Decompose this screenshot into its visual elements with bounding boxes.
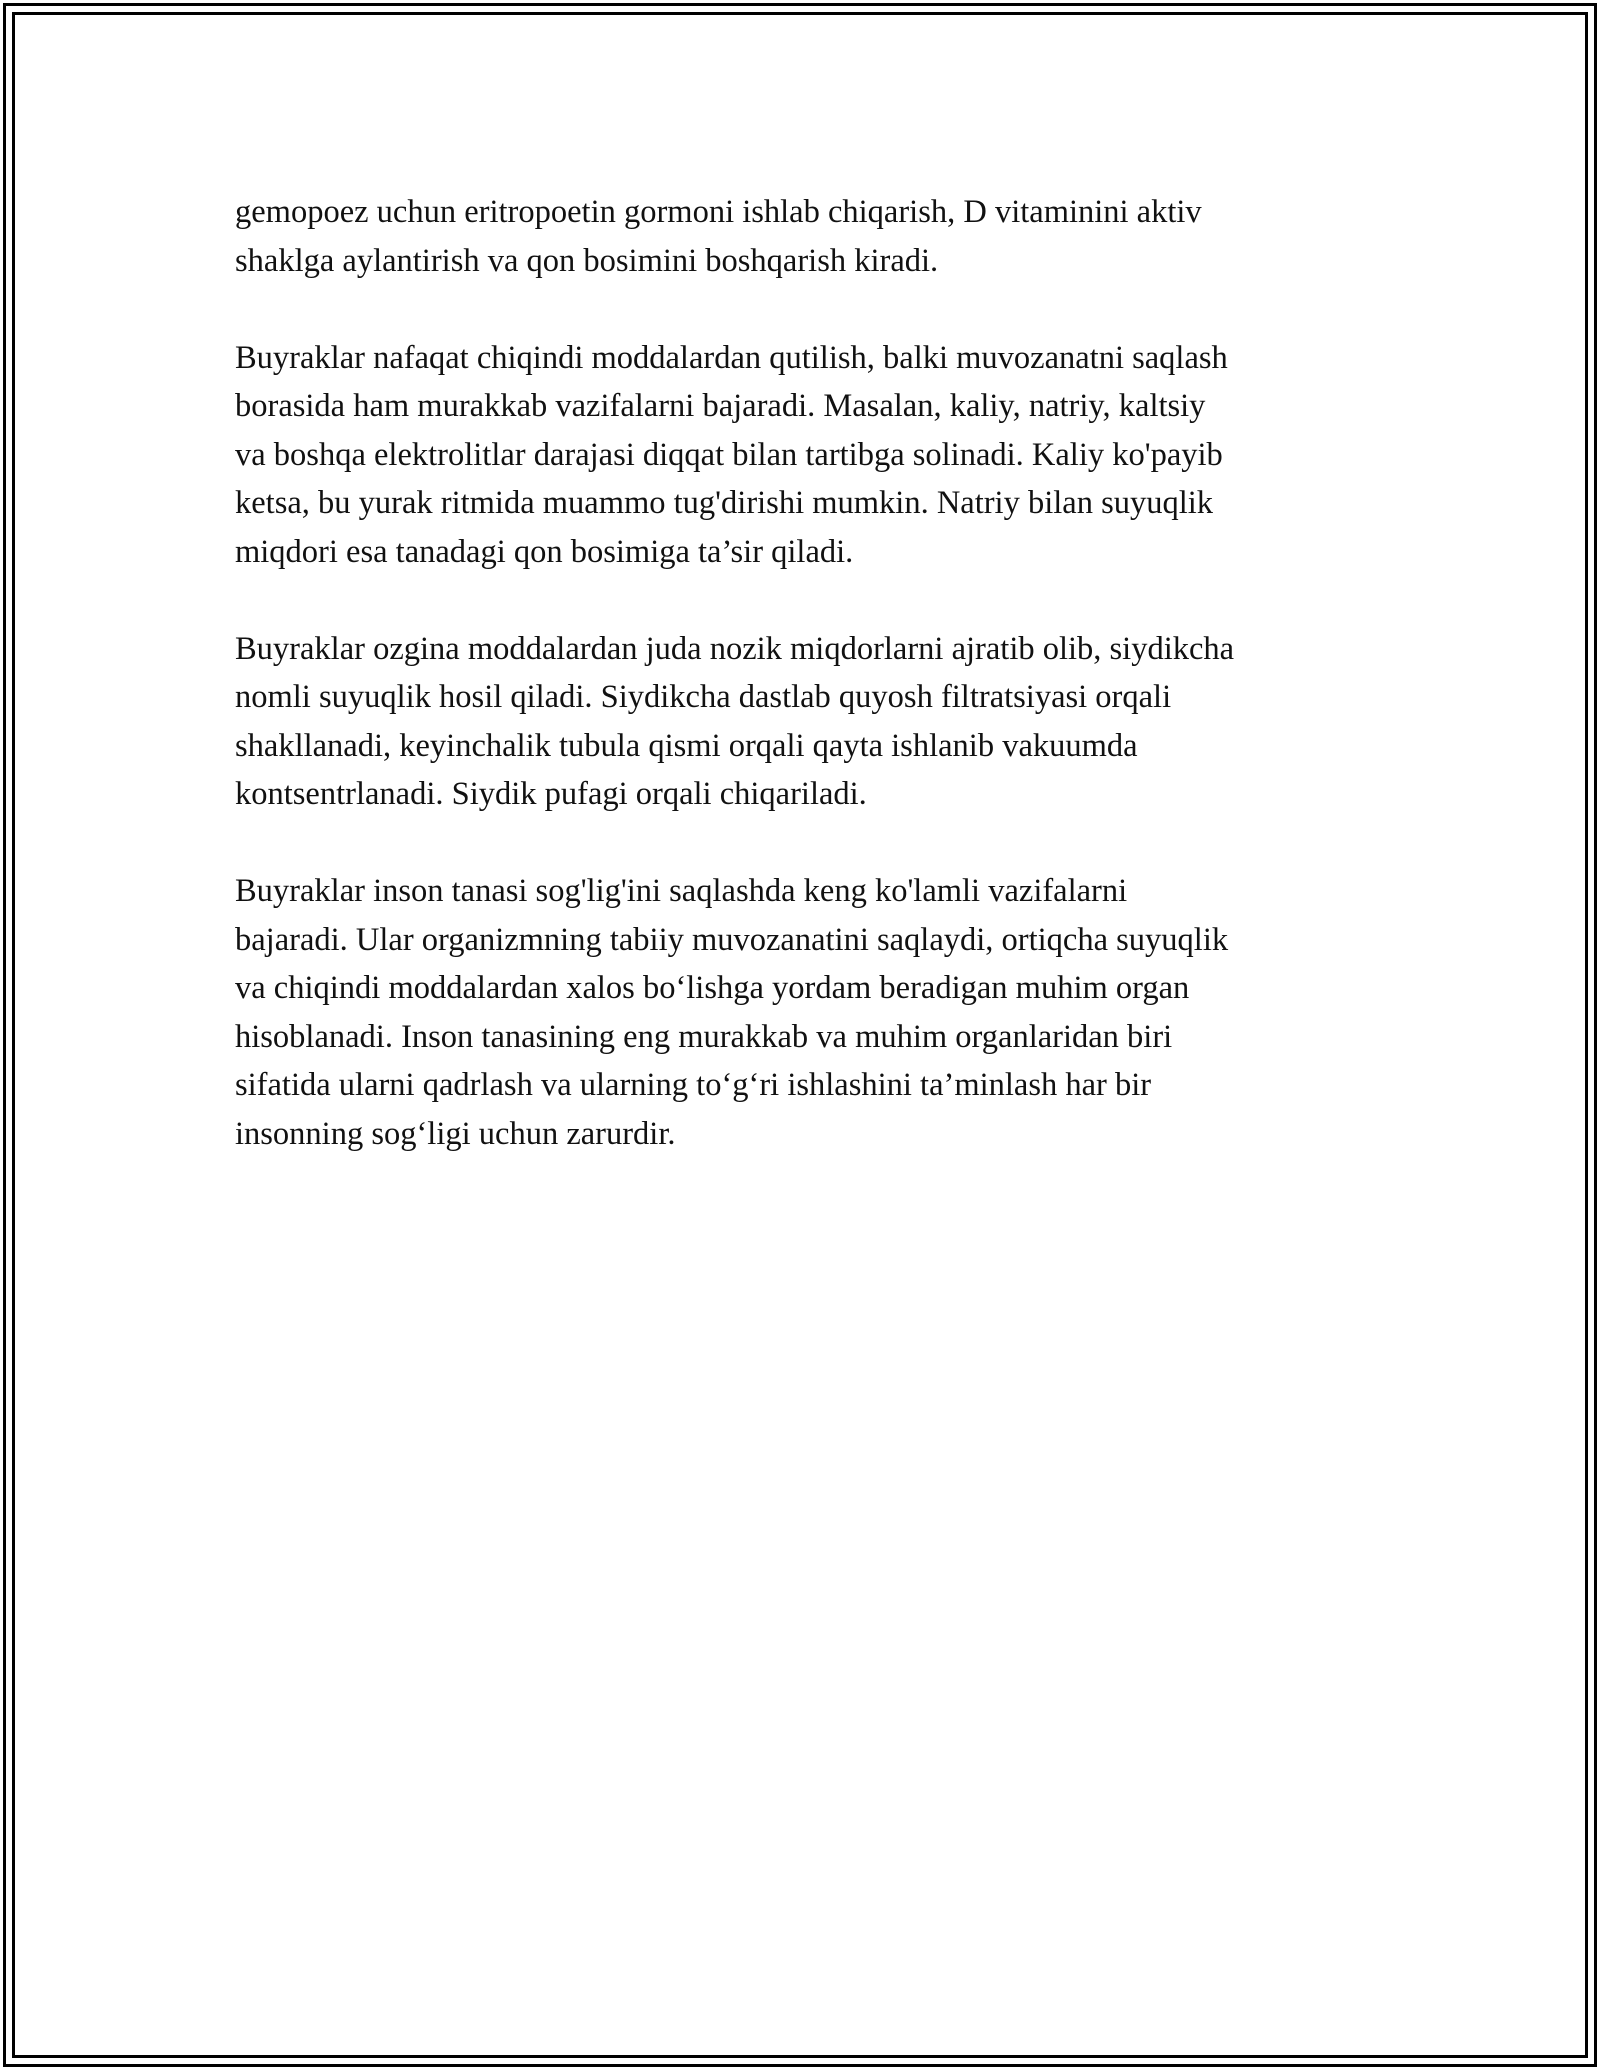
paragraph-2: Buyraklar nafaqat chiqindi moddalardan qutilish, balki muvozanatni saqlash borasida ham murakkab vazifalarni bajaradi. Masalan, kaliy, natriy, kaltsiy va boshqa elektrolitlar darajasi diqqat bilan tartibga solinadi. Kaliy ko'payib ketsa, bu yurak ritmida muammo tug'dirishi mumkin. Natriy bilan suyuqlik miqdori esa tanadagi qon bosimiga ta’sir qiladi.: [235, 339, 1228, 570]
paragraph-3: Buyraklar ozgina moddalardan juda nozik miqdorlarni ajratib olib, siydikcha nomli suyuqlik hosil qiladi. Siydikcha dastlab quyosh filtratsiyasi orqali shakllanadi, keyinchalik tubula qismi orqali qayta ishlanib vakuumda kontsentrlanadi. Siydik pufagi orqali chiqariladi.: [235, 630, 1235, 812]
paragraph-4: Buyraklar inson tanasi sog'lig'ini saqlashda keng ko'lamli vazifalarni bajaradi. Ular organizmning tabiiy muvozanatini saqlaydi, ortiqcha suyuqlik va chiqindi moddalardan xalos bo‘lishga yordam beradigan muhim organ hisoblanadi. Inson tanasining eng murakkab va muhim organlaridan biri sifatida ularni qadrlash va ularning to‘g‘ri ishlashini ta’minlash har bir insonning sog‘ligi uchun zarurdir.: [235, 873, 1229, 1152]
document-body: [235, 188, 1385, 1207]
paragraph-1: gemopoez uchun eritropoetin gormoni ishlab chiqarish, D vitaminini aktiv shaklga aylantirish va qon bosimini boshqarish kiradi.: [235, 194, 1202, 279]
